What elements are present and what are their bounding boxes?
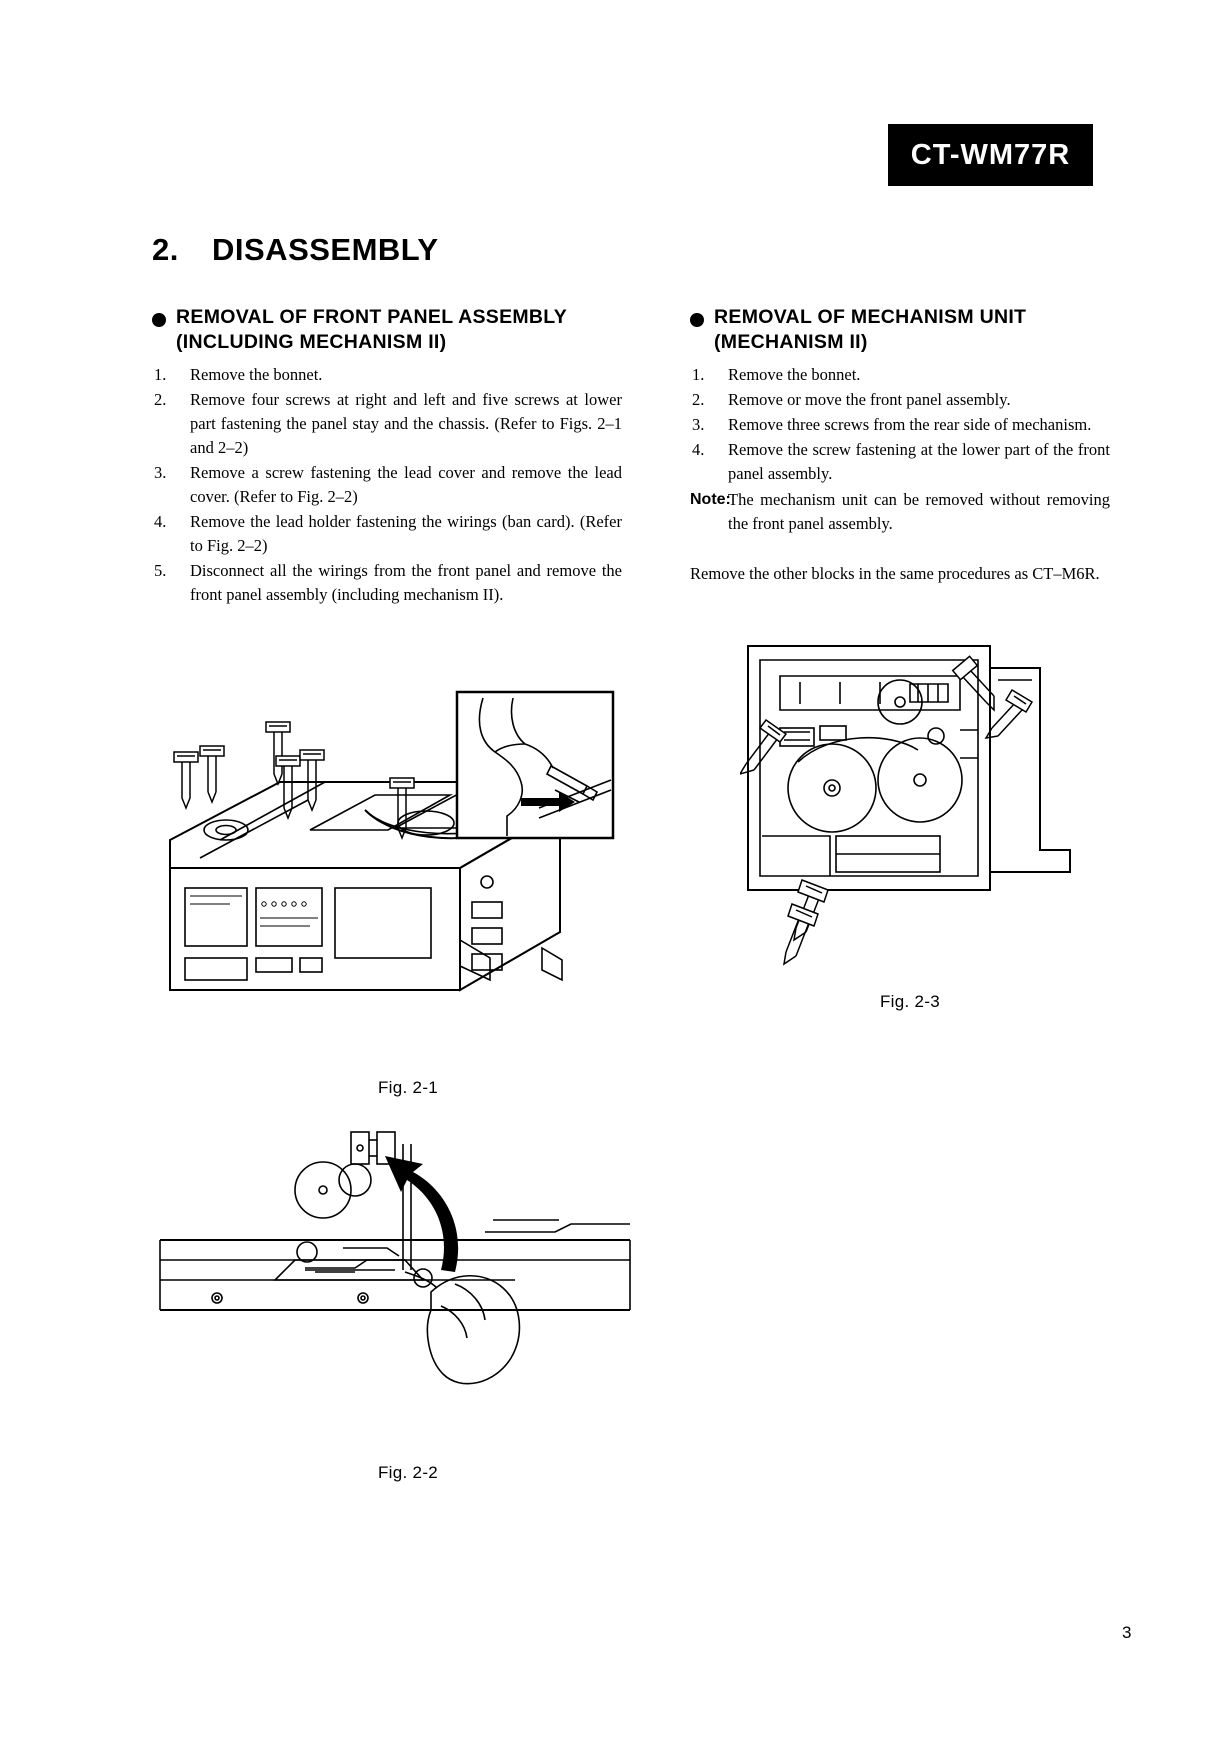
list-item bbox=[152, 510, 622, 558]
figure-2-3-caption: Fig. 2-3 bbox=[880, 992, 941, 1011]
list-item-text: Remove three screws from the rear side of mechanism. bbox=[728, 415, 1092, 434]
note-block bbox=[690, 488, 1110, 536]
section-title-text: DISASSEMBLY bbox=[212, 232, 439, 267]
figure-2-1-inset-illustration bbox=[455, 690, 615, 850]
list-item-marker: 1. bbox=[154, 365, 167, 384]
bullet-icon bbox=[152, 313, 166, 327]
list-item-marker: 1. bbox=[692, 365, 705, 384]
list-item-text: Remove a screw fastening the lead cover and remove the lead cover. (Refer to Fig. 2–2) bbox=[190, 463, 622, 506]
list-item-marker: 2. bbox=[154, 390, 167, 409]
model-badge: CT-WM77R bbox=[888, 124, 1093, 186]
list-item bbox=[152, 461, 622, 509]
note-text: The mechanism unit can be removed without removing the front panel assembly. bbox=[728, 490, 1110, 533]
note-label: Note: bbox=[690, 491, 731, 508]
right-heading-line1: REMOVAL OF MECHANISM UNIT bbox=[714, 306, 1027, 328]
left-step-list bbox=[152, 363, 622, 607]
figure-2-1-caption: Fig. 2-1 bbox=[378, 1078, 439, 1097]
list-item bbox=[690, 388, 1110, 412]
left-heading-line1: REMOVAL OF FRONT PANEL ASSEMBLY bbox=[176, 306, 568, 328]
list-item bbox=[690, 438, 1110, 486]
list-item-text: Remove or move the front panel assembly. bbox=[728, 390, 1011, 409]
left-heading-line2: (INCLUDING MECHANISM II) bbox=[176, 331, 447, 353]
list-item-text: Remove the lead holder fastening the wirings (ban card). (Refer to Fig. 2–2) bbox=[190, 512, 622, 555]
figure-2-2-caption: Fig. 2-2 bbox=[378, 1463, 439, 1482]
list-item-marker: 3. bbox=[154, 463, 167, 482]
list-item-marker: 3. bbox=[692, 415, 705, 434]
right-step-list bbox=[690, 363, 1110, 486]
section-number: 2. bbox=[152, 232, 179, 267]
list-item-text: Remove the screw fastening at the lower part of the front panel assembly. bbox=[728, 440, 1110, 483]
list-item-text: Remove the bonnet. bbox=[728, 365, 861, 384]
list-item bbox=[690, 413, 1110, 437]
page-title bbox=[152, 232, 439, 268]
list-item-marker: 4. bbox=[154, 512, 167, 531]
right-heading bbox=[690, 305, 1110, 355]
list-item-text: Remove four screws at right and left and five screws at lower part fastening the panel stay and the chassis. (Refer to Figs. 2–1 and 2–2) bbox=[190, 390, 622, 457]
left-column bbox=[152, 305, 622, 608]
figure-2-3-illustration bbox=[740, 640, 1090, 980]
list-item bbox=[152, 559, 622, 607]
right-heading-line2: (MECHANISM II) bbox=[714, 331, 868, 353]
list-item-text: Disconnect all the wirings from the front panel and remove the front panel assembly (including mechanism II). bbox=[190, 561, 622, 604]
figure-2-2-illustration bbox=[155, 1120, 635, 1450]
bullet-icon bbox=[690, 313, 704, 327]
left-heading bbox=[152, 305, 622, 355]
list-item-marker: 4. bbox=[692, 440, 705, 459]
page-number: 3 bbox=[1122, 1623, 1132, 1642]
list-item bbox=[152, 388, 622, 460]
list-item bbox=[152, 363, 622, 387]
right-column bbox=[690, 305, 1110, 586]
list-item-marker: 2. bbox=[692, 390, 705, 409]
trailing-paragraph: Remove the other blocks in the same procedures as CT–M6R. bbox=[690, 564, 1100, 583]
list-item-text: Remove the bonnet. bbox=[190, 365, 323, 384]
list-item-marker: 5. bbox=[154, 561, 167, 580]
list-item bbox=[690, 363, 1110, 387]
